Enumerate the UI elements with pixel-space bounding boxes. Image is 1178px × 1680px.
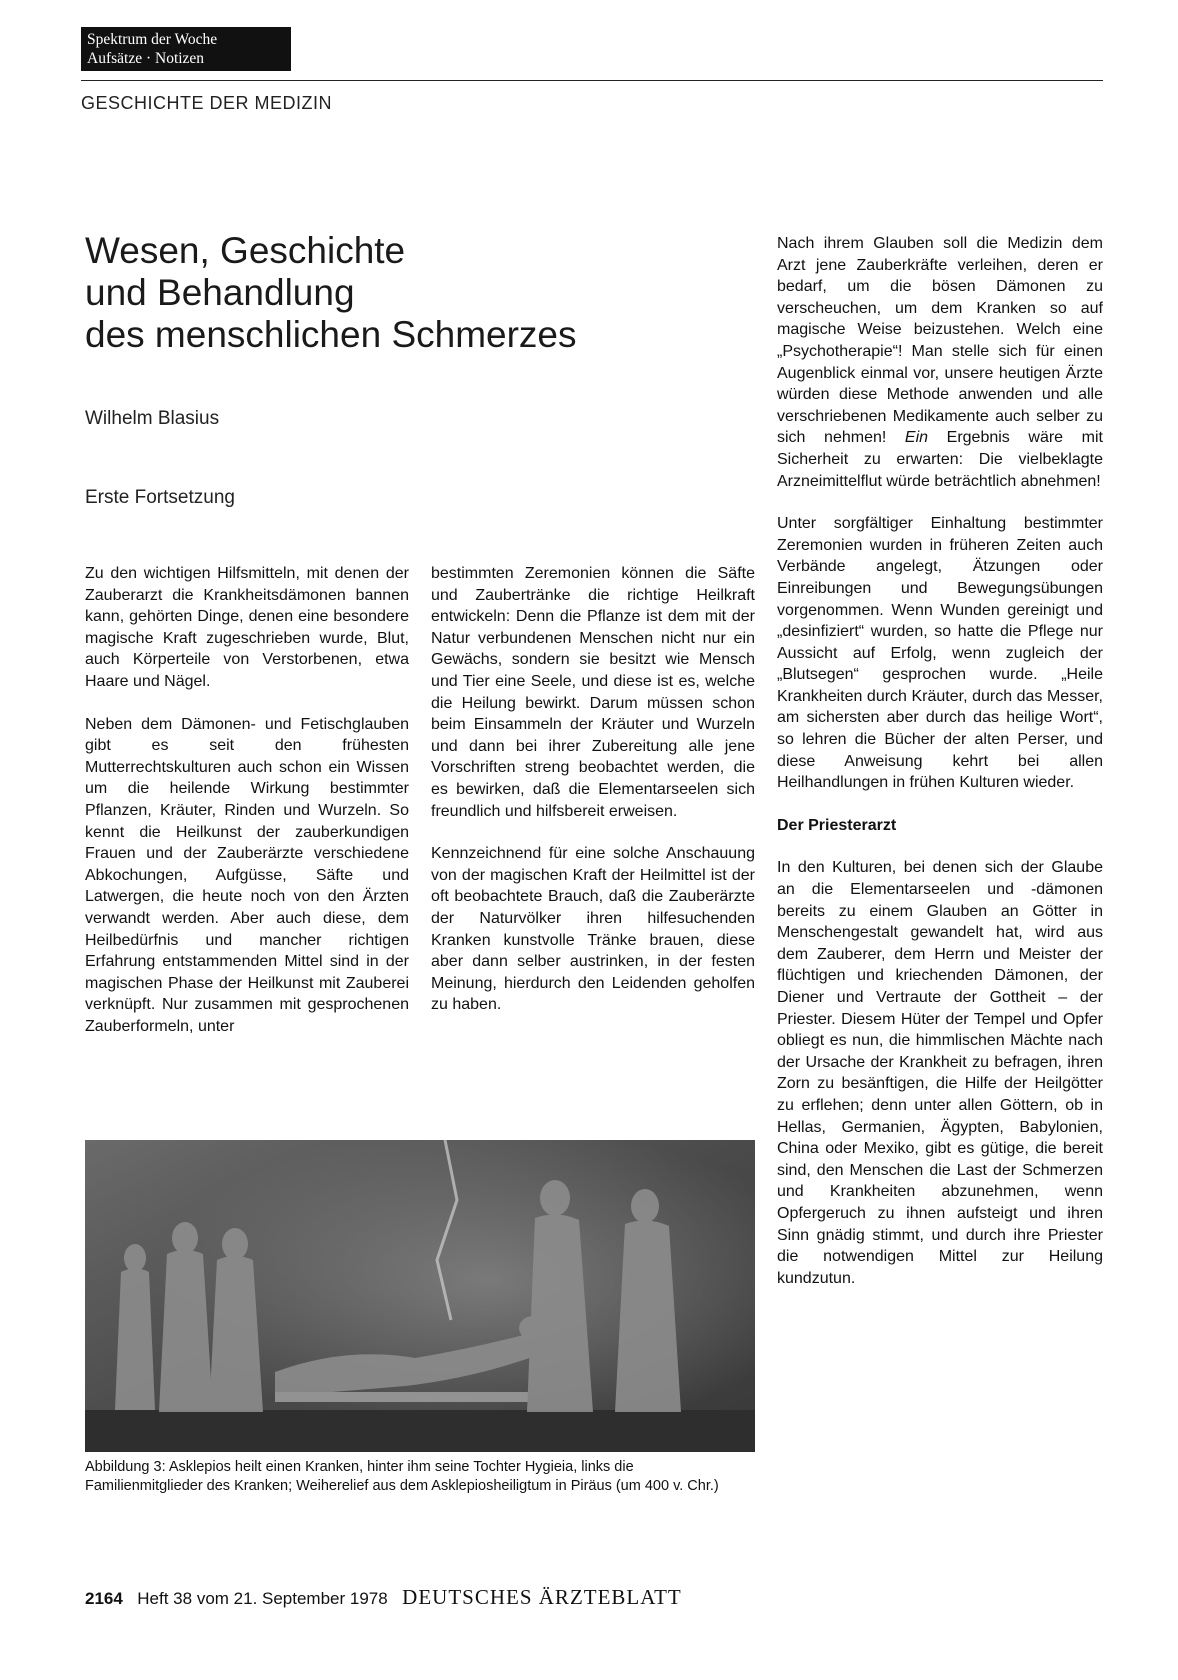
paragraph: Kennzeichnend für eine solche Anschauung von der magischen Kraft der Heilmittel ist der oft beobachtete Brauch, daß die Zauberärzte der Naturvölker ihren hilfesuchenden Kranken kunstvolle Tränke brauen, diese aber dann selber austrinken, in der festen Meinung, hierdurch den Leidenden geholfen zu haben. — [431, 845, 755, 1014]
relief-image — [85, 1140, 755, 1452]
paragraph: In den Kulturen, bei denen sich der Glaube an die Elementarseelen und -dämonen bereits zu einem Glauben an Götter in Menschengestalt gewandelt hat, wird aus dem Zauberer, dem Herrn und Meister der flüchtigen und kriechenden Dämonen, der Diener und Vertraute der Gottheit – der Priester. Diesem Hüter der Tempel und Opfer obliegt es nun, die himmlischen Mächte nach der Ursache der Krankheit zu befragen, ihren Zorn zu besänftigen, die Hilfe der Heilgötter zu erflehen; denn unter allen Göttern, ob in Hellas, Germanien, Ägypten, Babylonien, China oder Mexiko, gibt es gütige, die bereit sind, den Menschen die Last der Schmerzen und Krankheiten abzunehmen, wenn Opfergeruch zu ihnen aufsteigt und ihren Sinn gnädig stimmt, und durch ihre Priester die notwendigen Mittel zur Heilung kundzutun. — [777, 859, 1103, 1287]
issue-info: Heft 38 vom 21. September 1978 — [137, 1589, 388, 1608]
text-column-3 — [777, 233, 1103, 1310]
paragraph: Neben dem Dämonen- und Fetischglauben gibt es seit den frühesten Mutterrechtskulturen auch schon ein Wissen um die heilende Wirkung bestimmter Pflanzen, Kräuter, Rinden und Wurzeln. So kennt die Heilkunst der zauberkundigen Frauen und der Zauberärzte verschiedene Abkochungen, Aufgüsse, Säfte und Latwergen, die heute noch von den Ärzten verwandt werden. Aber auch diese, dem Heilbedürfnis und mancher richtigen Erfahrung entstammenden Mittel sind in der magischen Phase der Heilkunst mit Zauberei verknüpft. Nur zusammen mit gesprochenen Zauberformeln, unter — [85, 715, 409, 1035]
subheading: Der Priesterarzt — [777, 816, 897, 834]
header-rule — [81, 80, 1103, 81]
paragraph — [777, 233, 1103, 492]
title-line-3: des menschlichen Schmerzes — [85, 314, 577, 355]
paragraph: Zu den wichtigen Hilfsmitteln, mit denen der Zauberarzt die Krankheitsdämonen bannen kann, gehörten Dinge, denen eine besondere magische Kraft zugeschrieben wurde, Blut, auch Körperteile von Verstorbenen, etwa Haare und Nägel. — [85, 565, 409, 690]
page-footer — [85, 1585, 682, 1610]
section-label: GESCHICHTE DER MEDIZIN — [81, 93, 333, 113]
title-line-1: Wesen, Geschichte — [85, 230, 406, 271]
paragraph: Unter sorgfältiger Einhaltung bestimmter Zeremonien wurden in früheren Zeiten auch Verbände angelegt, Ätzungen oder Einreibungen und Bewegungsübungen vorgenommen. Wenn Wunden gereinigt und „desinfiziert“ wurden, so hatte die Pflege nur Aussicht auf Erfolg, wenn zugleich der „Blutsegen“ gesprochen wurde. „Heile Krankheiten durch Kräuter, durch das Messer, am sichersten aber durch das heilige Wort“, so lehren die Bücher der alten Perser, und diese Anweisung kehrt bei allen Heilhandlungen in frühen Kulturen wieder. — [777, 515, 1103, 792]
continuation-label: Erste Fortsetzung — [85, 487, 235, 508]
title-line-2: und Behandlung — [85, 272, 355, 313]
badge-line-2: Aufsätze · Notizen — [87, 50, 205, 67]
paragraph-text: Ergebnis wäre mit Sicherheit zu erwarten: Die vielbeklagte Arzneimittelflut würde beträchtlich abnehmen! — [777, 429, 1103, 490]
section-badge — [81, 27, 291, 71]
text-column-1 — [85, 563, 409, 1058]
page-number: 2164 — [85, 1589, 123, 1608]
figure-caption: Abbildung 3: Asklepios heilt einen Kranken, hinter ihm seine Tochter Hygieia, links die Familienmitglieder des Kranken; Weiherelief aus dem Asklepiosheiligtum in Piräus (um 400 v. Chr.) — [85, 1459, 719, 1494]
paragraph-text: Nach ihrem Glauben soll die Medizin dem Arzt jene Zauberkräfte verleihen, deren er bedarf, um die bösen Dämonen zu verscheuchen, um dem Kranken so auf magische Weise beizustehen. Welch eine „Psychotherapie“! Man stelle sich für einen Augenblick einmal vor, unsere heutigen Ärzte würden diese Methode anwenden und alle verschriebenen Medikamente auch selber zu sich nehmen! — [777, 235, 1103, 447]
badge-line-1: Spektrum der Woche — [87, 31, 218, 48]
text-column-2 — [431, 563, 755, 1037]
relief-photo — [85, 1140, 755, 1452]
paragraph: bestimmten Zeremonien können die Säfte und Zaubertränke die richtige Heilkraft entwickeln: Denn die Pflanze ist dem mit der Natur verbundenen Menschen nicht nur ein Gewächs, sondern sie besitzt wie Mensch und Tier eine Seele, und diese ist es, welche die Heilung bewirkt. Darum müssen schon beim Einsammeln der Kräuter und Wurzeln und dann bei ihrer Zubereitung alle jene Vorschriften streng beobachtet werden, die es bewirken, daß die Elementarseelen sich freundlich und hilfsbereit erweisen. — [431, 565, 755, 820]
journal-name: DEUTSCHES ÄRZTEBLATT — [402, 1585, 682, 1609]
author-name: Wilhelm Blasius — [85, 408, 220, 429]
article-title — [85, 230, 685, 356]
emphasis-text: Ein — [904, 429, 929, 447]
